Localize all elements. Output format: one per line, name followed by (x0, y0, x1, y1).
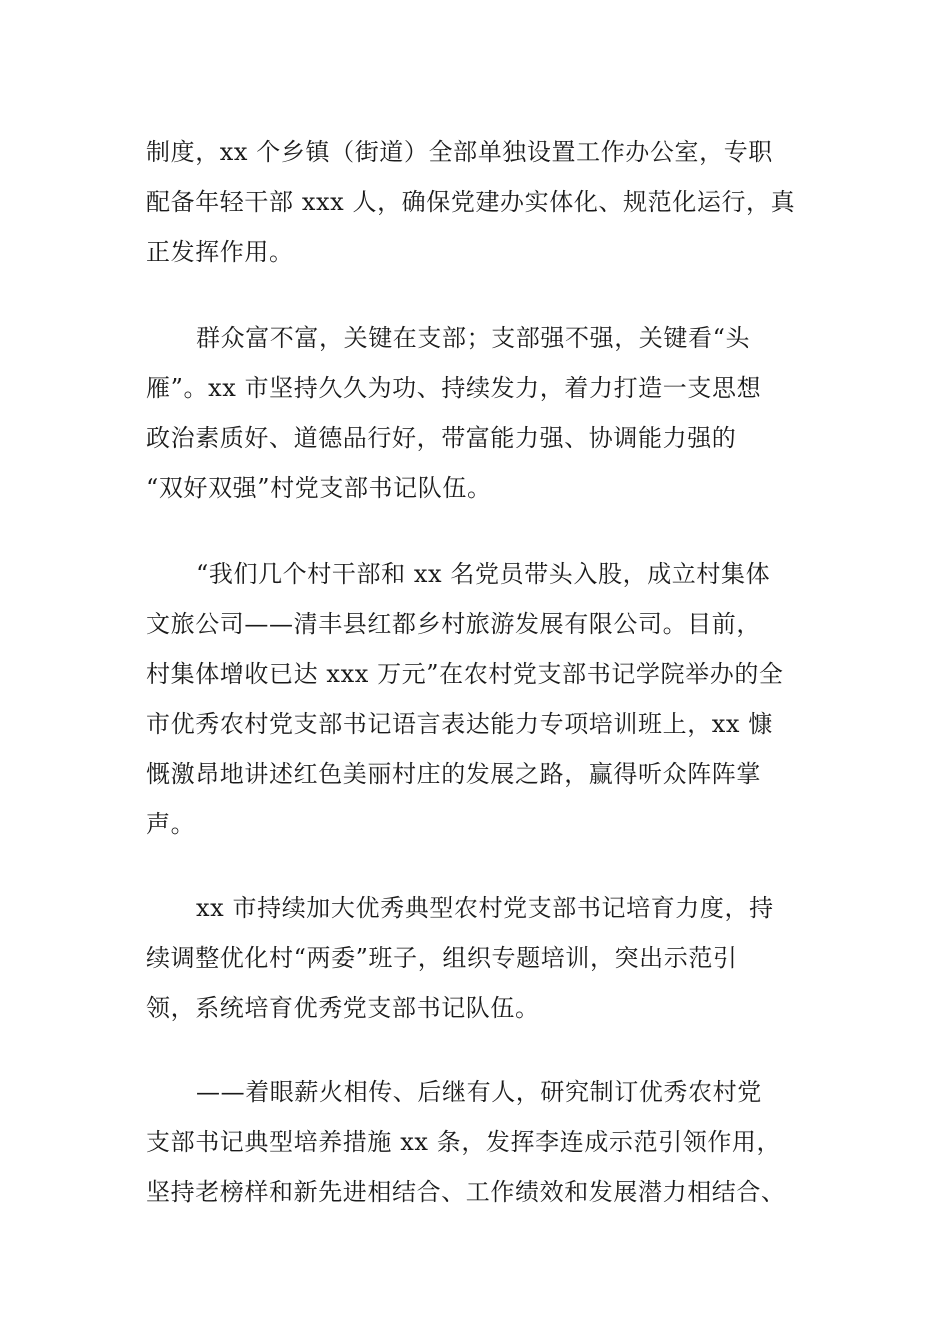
paragraph-3-line-6: 声。 (146, 810, 196, 838)
paragraph-3-line-2: 文旅公司——清丰县红都乡村旅游发展有限公司。目前， (146, 610, 761, 638)
paragraph-4-line-2: 续调整优化村“两委”班子，组织专题培训，突出示范引 (146, 944, 738, 972)
paragraph-1-line-3: 正发挥作用。 (146, 238, 294, 266)
paragraph-1-line-1: 制度，xx 个乡镇（街道）全部单独设置工作办公室，专职 (146, 138, 773, 166)
paragraph-3-line-4: 市优秀农村党支部书记语言表达能力专项培训班上，xx 慷 (146, 710, 773, 738)
paragraph-2-line-3: 政治素质好、道德品行好，带富能力强、协调能力强的 (146, 424, 737, 452)
paragraph-4-line-1: xx 市持续加大优秀典型农村党支部书记培育力度，持 (196, 894, 774, 922)
paragraph-3-line-1: “我们几个村干部和 xx 名党员带头入股，成立村集体 (196, 560, 771, 588)
paragraph-5-line-3: 坚持老榜样和新先进相结合、工作绩效和发展潜力相结合、 (146, 1178, 786, 1206)
paragraph-5-line-2: 支部书记典型培养措施 xx 条，发挥李连成示范引领作用， (146, 1128, 782, 1156)
paragraph-5-line-1: ——着眼薪火相传、后继有人，研究制订优秀农村党 (196, 1078, 762, 1106)
paragraph-3-line-5: 慨激昂地讲述红色美丽村庄的发展之路，赢得听众阵阵掌 (146, 760, 761, 788)
paragraph-2-line-2: 雁”。xx 市坚持久久为功、持续发力，着力打造一支思想 (146, 374, 762, 402)
paragraph-2-line-4: “双好双强”村党支部书记队伍。 (146, 474, 492, 502)
paragraph-4-line-3: 领，系统培育优秀党支部书记队伍。 (146, 994, 540, 1022)
paragraph-3-line-3: 村集体增收已达 xxx 万元”在农村党支部书记学院举办的全 (146, 660, 784, 688)
paragraph-2-line-1: 群众富不富，关键在支部；支部强不强，关键看“头 (196, 324, 751, 352)
paragraph-1-line-2: 配备年轻干部 xxx 人，确保党建办实体化、规范化运行，真 (146, 188, 796, 216)
